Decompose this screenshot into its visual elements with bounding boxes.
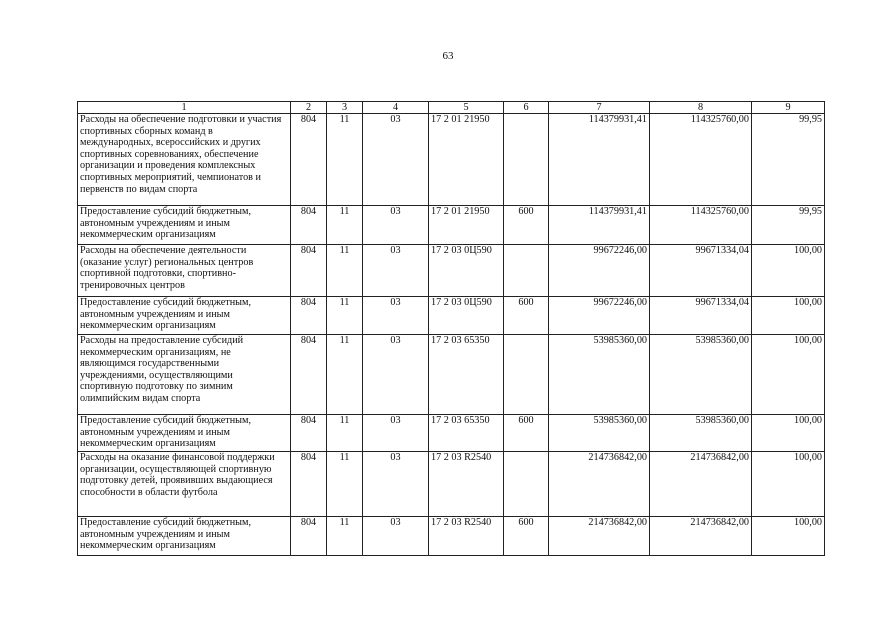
- subsection-code: 03: [363, 245, 429, 297]
- subsection-code: 03: [363, 297, 429, 335]
- table-row: [78, 114, 825, 206]
- ministry-code: 804: [291, 335, 327, 415]
- planned-amount: 114379931,41: [549, 206, 650, 245]
- execution-percent: 100,00: [752, 245, 825, 297]
- ministry-code: 804: [291, 415, 327, 452]
- col-header-2: 2: [291, 102, 327, 114]
- target-article-code: 17 2 03 0Ц590: [429, 245, 504, 297]
- execution-percent: 100,00: [752, 452, 825, 517]
- planned-amount: 214736842,00: [549, 452, 650, 517]
- expense-type-code: [504, 114, 549, 206]
- section-code: 11: [327, 297, 363, 335]
- subsection-code: 03: [363, 206, 429, 245]
- expense-name: Расходы на обеспечение подготовки и участия спортивных сборных команд в международных, всероссийских и других спортивных соревнованиях, обеспечение организации и проведения комплексных спортивных мероприятий, чемпионатов и первенств по видам спорта: [78, 114, 291, 206]
- section-code: 11: [327, 415, 363, 452]
- planned-amount: 53985360,00: [549, 335, 650, 415]
- col-header-6: 6: [504, 102, 549, 114]
- execution-percent: 99,95: [752, 114, 825, 206]
- ministry-code: 804: [291, 452, 327, 517]
- subsection-code: 03: [363, 452, 429, 517]
- subsection-code: 03: [363, 335, 429, 415]
- execution-percent: 100,00: [752, 415, 825, 452]
- expense-type-code: 600: [504, 415, 549, 452]
- execution-percent: 100,00: [752, 297, 825, 335]
- target-article-code: 17 2 03 65350: [429, 335, 504, 415]
- table-row: [78, 335, 825, 415]
- executed-amount: 53985360,00: [650, 415, 752, 452]
- executed-amount: 99671334,04: [650, 297, 752, 335]
- expense-type-code: 600: [504, 206, 549, 245]
- table-row: [78, 245, 825, 297]
- executed-amount: 99671334,04: [650, 245, 752, 297]
- section-code: 11: [327, 114, 363, 206]
- target-article-code: 17 2 03 65350: [429, 415, 504, 452]
- table-row: [78, 297, 825, 335]
- budget-table: [77, 101, 825, 556]
- ministry-code: 804: [291, 297, 327, 335]
- ministry-code: 804: [291, 517, 327, 556]
- page-number: 63: [442, 50, 454, 62]
- col-header-5: 5: [429, 102, 504, 114]
- table-row: [78, 517, 825, 556]
- expense-name: Предоставление субсидий бюджетным, автономным учреждениям и иным некоммерческим организациям: [78, 517, 291, 556]
- target-article-code: 17 2 01 21950: [429, 114, 504, 206]
- target-article-code: 17 2 03 R2540: [429, 517, 504, 556]
- expense-type-code: 600: [504, 517, 549, 556]
- section-code: 11: [327, 335, 363, 415]
- execution-percent: 100,00: [752, 335, 825, 415]
- executed-amount: 214736842,00: [650, 517, 752, 556]
- col-header-4: 4: [363, 102, 429, 114]
- executed-amount: 214736842,00: [650, 452, 752, 517]
- col-header-1: 1: [78, 102, 291, 114]
- section-code: 11: [327, 452, 363, 517]
- ministry-code: 804: [291, 114, 327, 206]
- col-header-9: 9: [752, 102, 825, 114]
- subsection-code: 03: [363, 517, 429, 556]
- expense-name: Предоставление субсидий бюджетным, автономным учреждениям и иным некоммерческим организациям: [78, 415, 291, 452]
- expense-type-code: [504, 245, 549, 297]
- expense-name: Предоставление субсидий бюджетным, автономным учреждениям и иным некоммерческим организациям: [78, 297, 291, 335]
- execution-percent: 100,00: [752, 517, 825, 556]
- planned-amount: 53985360,00: [549, 415, 650, 452]
- expense-type-code: 600: [504, 297, 549, 335]
- target-article-code: 17 2 01 21950: [429, 206, 504, 245]
- target-article-code: 17 2 03 R2540: [429, 452, 504, 517]
- planned-amount: 99672246,00: [549, 245, 650, 297]
- expense-name: Расходы на оказание финансовой поддержки организации, осуществляющей спортивную подготовку детей, проявивших выдающиеся способности в области футбола: [78, 452, 291, 517]
- expense-name: Расходы на предоставление субсидий некоммерческим организациям, не являющимся государственными учреждениями, осуществляющими спортивную подготовку по зимним олимпийским видам спорта: [78, 335, 291, 415]
- section-code: 11: [327, 206, 363, 245]
- section-code: 11: [327, 517, 363, 556]
- ministry-code: 804: [291, 206, 327, 245]
- execution-percent: 99,95: [752, 206, 825, 245]
- section-code: 11: [327, 245, 363, 297]
- expense-name: Расходы на обеспечение деятельности (оказание услуг) региональных центров спортивной подготовки, спортивно-тренировочных центров: [78, 245, 291, 297]
- col-header-7: 7: [549, 102, 650, 114]
- expense-type-code: [504, 452, 549, 517]
- col-header-3: 3: [327, 102, 363, 114]
- expense-type-code: [504, 335, 549, 415]
- header-row: [78, 102, 825, 114]
- executed-amount: 53985360,00: [650, 335, 752, 415]
- planned-amount: 214736842,00: [549, 517, 650, 556]
- executed-amount: 114325760,00: [650, 114, 752, 206]
- ministry-code: 804: [291, 245, 327, 297]
- table-row: [78, 206, 825, 245]
- expense-name: Предоставление субсидий бюджетным, автономным учреждениям и иным некоммерческим организациям: [78, 206, 291, 245]
- table-row: [78, 452, 825, 517]
- planned-amount: 99672246,00: [549, 297, 650, 335]
- executed-amount: 114325760,00: [650, 206, 752, 245]
- col-header-8: 8: [650, 102, 752, 114]
- target-article-code: 17 2 03 0Ц590: [429, 297, 504, 335]
- subsection-code: 03: [363, 415, 429, 452]
- subsection-code: 03: [363, 114, 429, 206]
- table-row: [78, 415, 825, 452]
- planned-amount: 114379931,41: [549, 114, 650, 206]
